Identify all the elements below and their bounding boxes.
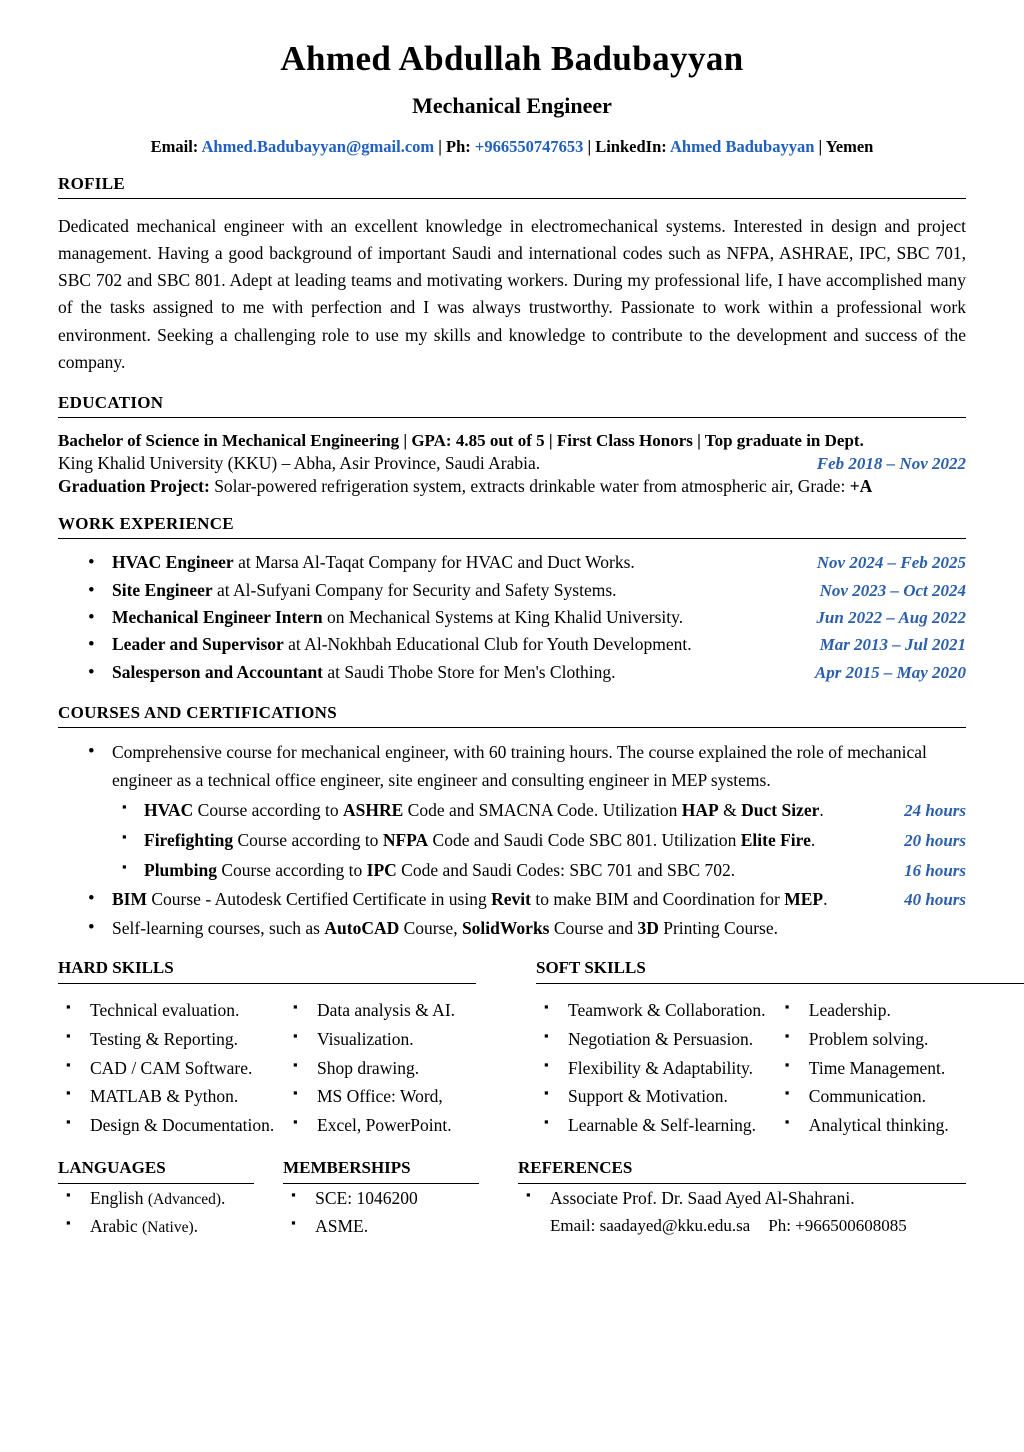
list-item: ▪ Visualization. [285,1025,512,1054]
hard-skills-column [58,958,512,1139]
list-item: ▪ Design & Documentation. [58,1111,285,1140]
work-detail: at Al-Sufyani Company for Security and Safety Systems. [212,579,617,600]
linkedin-label: LinkedIn: [595,136,667,156]
list-item: ▪ Learnable & Self-learning. [536,1111,777,1140]
references-list [518,1184,966,1213]
course-tool: MEP [784,889,824,910]
course-hours: 40 hours [904,890,966,910]
list-item: ▪ Support & Motivation. [536,1082,777,1111]
work-detail: on Mechanical Systems at King Khalid University. [322,606,684,627]
education-project [58,476,966,497]
reference-email: Email: saadayed@kku.edu.sa [550,1216,751,1236]
course-text: Course according to [216,860,367,881]
education-dates: Feb 2018 – Nov 2022 [816,454,966,474]
education-project-label: Graduation Project: [58,476,210,497]
reference-contact [518,1212,966,1239]
work-detail: at Al-Nokhbah Educational Club for Youth Development. [283,634,692,655]
list-item-continuation: ▪ Excel, PowerPoint. [285,1111,512,1140]
work-role: Mechanical Engineer Intern [112,606,323,627]
soft-skills-list-1 [536,996,777,1139]
list-item: ▪ MATLAB & Python. [58,1082,285,1111]
education-project-grade: +A [849,476,873,497]
course-topic: Firefighting [144,829,234,850]
course-tool: 3D [637,917,659,938]
list-item: ▪ MS Office: Word, [285,1082,512,1111]
work-detail: at Saudi Thobe Store for Men's Clothing. [323,661,616,682]
country-label: Yemen [825,136,874,156]
phone-label: Ph: [446,136,471,156]
work-item [58,631,966,658]
course-tool: Duct Sizer [741,799,820,820]
list-item: ▪ Testing & Reporting. [58,1025,285,1054]
list-item: ▪ Negotiation & Persuasion. [536,1025,777,1054]
course-code: NFPA [382,829,429,850]
list-item: ▪ Analytical thinking. [777,1111,966,1140]
work-item [58,604,966,631]
email-link[interactable]: Ahmed.Badubayyan@gmail.com [201,136,435,156]
language-level: (Advanced) [147,1190,222,1208]
course-tool: Elite Fire [740,829,811,850]
work-role: Leader and Supervisor [112,634,284,655]
course-text: Course and [549,917,638,938]
course-tool: HAP [681,799,719,820]
courses-intro: • Comprehensive course for mechanical engineer, with 60 training hours. The course explained the role of mechanical engineer as a technical office engineer, site engineer and consulting engineer in MEP systems. [58,738,966,795]
list-item: ▪ Arabic (Native). [58,1212,283,1241]
education-university: King Khalid University (KKU) – Abha, Asir Province, Saudi Arabia. [58,453,541,474]
reference-phone: Ph: +966500608085 [768,1216,907,1236]
work-detail: at Marsa Al-Taqat Company for HVAC and Duct Works. [233,552,635,573]
language-name: Arabic [90,1216,142,1237]
list-item: ▪ ASME. [283,1212,518,1241]
course-text: Code and SMACNA Code. Utilization [403,799,682,820]
course-text: Course, [399,917,462,938]
work-dates: Mar 2013 – Jul 2021 [819,635,966,655]
course-code: ASHRE [342,799,404,820]
skills-section [58,958,966,1139]
course-topic: Plumbing [144,860,217,881]
hard-skills-list-2 [285,996,512,1139]
course-subitem [58,825,966,855]
work-dates: Nov 2023 – Oct 2024 [819,580,966,600]
list-item: ▪ English (Advanced). [58,1184,283,1213]
work-item [58,549,966,576]
course-topic: BIM [112,889,147,910]
memberships-list [283,1184,518,1241]
list-item: ▪ Leadership. [777,996,966,1025]
languages-column [58,1158,283,1241]
work-item [58,659,966,686]
divider-hard-skills [58,983,476,984]
soft-skills-column [512,958,966,1139]
course-hours: 20 hours [904,830,966,850]
course-text: to make BIM and Coordination for [530,889,785,910]
divider-profile [58,198,966,199]
course-code: IPC [366,860,397,881]
section-heading-education: EDUCATION [58,393,164,413]
work-dates: Apr 2015 – May 2020 [814,662,966,682]
section-heading-references: REFERENCES [518,1157,633,1177]
list-item: ▪ Flexibility & Adaptability. [536,1054,777,1083]
job-title: Mechanical Engineer [412,92,612,118]
section-heading-hard-skills: HARD SKILLS [58,958,174,978]
course-hours: 16 hours [904,861,966,881]
work-role: Salesperson and Accountant [112,661,324,682]
work-dates: Nov 2024 – Feb 2025 [816,553,966,573]
section-heading-profile: ROFILE [58,173,125,193]
divider-soft-skills [536,983,1024,984]
list-item: ▪ Teamwork & Collaboration. [536,996,777,1025]
course-tool: SolidWorks [461,917,550,938]
language-name: English [90,1187,148,1208]
divider-work [58,538,966,539]
education-university-row [58,453,966,474]
course-tool: Revit [491,889,531,910]
course-bim [58,885,966,914]
course-text: . [819,799,824,820]
section-heading-soft-skills: SOFT SKILLS [536,958,646,978]
list-item: ▪ Communication. [777,1082,966,1111]
course-text: Code and Saudi Codes: SBC 701 and SBC 702. [396,860,736,881]
course-subitem [58,855,966,885]
course-text: Self-learning courses, such as [112,917,325,938]
course-text: Course - Autodesk Certified Certificate in using [147,889,492,910]
list-item: ▪ Associate Prof. Dr. Saad Ayed Al-Shahrani. [518,1184,966,1213]
contact-separator-2: | [587,136,592,156]
linkedin-link[interactable]: Ahmed Badubayyan [669,136,815,156]
divider-courses [58,727,966,728]
page-title: Ahmed Abdullah Badubayyan [280,39,744,78]
course-selflearning [58,914,966,942]
language-level: (Native) [142,1219,194,1237]
languages-list [58,1184,283,1241]
course-text: & [718,799,742,820]
course-subitem [58,795,966,825]
course-topic: HVAC [144,799,194,820]
bottom-section [58,1158,966,1241]
soft-skills-list-2 [777,996,966,1139]
course-text: Course according to [193,799,343,820]
references-column [518,1158,966,1241]
hard-skills-list-1 [58,996,285,1139]
course-text: Printing Course. [658,917,778,938]
education-degree: Bachelor of Science in Mechanical Engineering | GPA: 4.85 out of 5 | First Class Honors | Top graduate in Dept. [58,431,864,451]
section-heading-memberships: MEMBERSHIPS [283,1157,411,1177]
contact-separator-1: | [438,136,442,156]
list-item: ▪ Data analysis & AI. [285,996,512,1025]
list-item: ▪ Problem solving. [777,1025,966,1054]
work-list [58,549,966,686]
list-item: ▪ Time Management. [777,1054,966,1083]
course-text: . [810,829,816,850]
work-role: Site Engineer [112,579,213,600]
list-item: ▪ CAD / CAM Software. [58,1054,285,1083]
list-item: ▪ Technical evaluation. [58,996,285,1025]
education-project-text: Solar-powered refrigeration system, extracts drinkable water from atmospheric air, Grade: [209,476,850,497]
work-item [58,577,966,604]
course-text: . [823,889,828,910]
contact-separator-3: | [818,136,823,156]
course-text: Code and Saudi Code SBC 801. Utilization [428,829,741,850]
work-role: HVAC Engineer [112,552,234,573]
list-item: ▪ Shop drawing. [285,1054,512,1083]
phone-link[interactable]: +966550747653 [474,136,584,156]
email-label: Email: [150,136,199,156]
section-heading-languages: LANGUAGES [58,1157,166,1177]
profile-text: Dedicated mechanical engineer with an excellent knowledge in electromechanical systems. Interested in design and project management. Having a good background of important Saudi and international codes such as NFPA, ASHRAE, IPC, SBC 701, SBC 702 and SBC 801. Adept at leading teams and motivating workers. During my professional life, I have accomplished many of the tasks assigned to me with perfection and I was always trustworthy. Passionate to work within a professional work environment. Seeking a challenging role to use my skills and knowledge to contribute to the development and success of the company. [58,215,966,372]
list-item: ▪ SCE: 1046200 [283,1184,518,1213]
course-hours: 24 hours [904,800,966,820]
divider-education [58,417,966,418]
course-text: Course according to [233,829,383,850]
contact-line [58,137,966,157]
memberships-column [283,1158,518,1241]
section-heading-work: WORK EXPERIENCE [58,514,234,534]
section-heading-courses: COURSES AND CERTIFICATIONS [58,703,337,722]
courses-list [58,738,966,942]
course-tool: AutoCAD [324,917,400,938]
work-dates: Jun 2022 – Aug 2022 [816,607,966,627]
